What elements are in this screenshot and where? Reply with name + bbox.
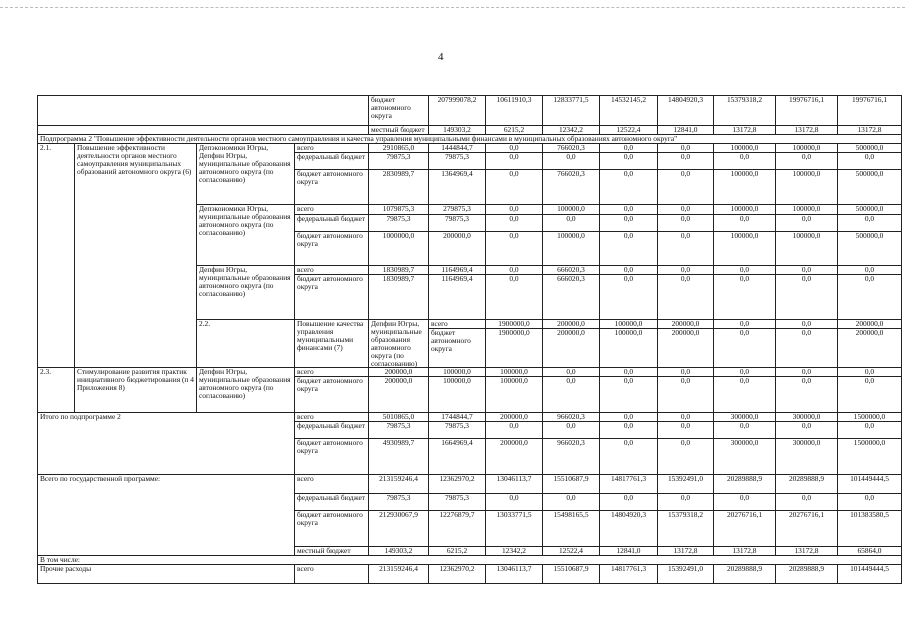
amount-cell: 0,0: [486, 170, 543, 205]
amount-cell: 207999078,2: [429, 96, 486, 126]
table-row: [38, 126, 902, 135]
amount-cell: 0,0: [714, 320, 776, 329]
amount-cell: 100000,0: [429, 377, 486, 413]
amount-cell: 14817761,3: [600, 565, 658, 584]
amount-cell: 79875,3: [429, 215, 486, 232]
amount-cell: 100000,0: [714, 144, 776, 153]
amount-cell: 0,0: [658, 205, 714, 215]
row-name-cell: Повышение эффективности деятельности органов местного самоуправления муниципальных образований автономного округа (6): [75, 144, 197, 368]
amount-cell: 0,0: [658, 153, 714, 170]
amount-cell: 20276716,1: [714, 511, 776, 547]
amount-cell: 0,0: [776, 377, 838, 413]
amount-cell: 100000,0: [776, 232, 838, 266]
amount-cell: 4930989,7: [369, 439, 429, 475]
amount-cell: 0,0: [776, 320, 838, 329]
amount-cell: 12342,2: [486, 547, 543, 556]
table-row: [38, 135, 902, 144]
funding-source-cell: бюджет автономного округа: [369, 96, 429, 126]
funding-source-cell: бюджет автономного округа: [295, 170, 369, 205]
funding-source-cell: всего: [295, 266, 369, 275]
amount-cell: 766020,3: [543, 170, 600, 205]
amount-cell: 149303,2: [429, 126, 486, 135]
amount-cell: 12362970,2: [429, 565, 486, 584]
amount-cell: 0,0: [714, 266, 776, 275]
table-row: [38, 413, 902, 422]
amount-cell: 100000,0: [486, 377, 543, 413]
amount-cell: 213159246,4: [369, 475, 429, 494]
amount-cell: 0,0: [838, 422, 902, 439]
amount-cell: 5010865,0: [369, 413, 429, 422]
amount-cell: 666020,3: [543, 266, 600, 275]
amount-cell: 200000,0: [429, 232, 486, 266]
amount-cell: 0,0: [486, 266, 543, 275]
amount-cell: 12833771,5: [543, 96, 600, 126]
amount-cell: 15392491,0: [658, 565, 714, 584]
row-exec-cell: Депфин Югры, муниципальные образования автономного округа (по согласованию): [197, 368, 295, 413]
amount-cell: 1000000,0: [369, 232, 429, 266]
amount-cell: 100000,0: [600, 320, 658, 329]
row-exec-cell: Депэкономики Югры, Депфин Югры, муниципальные образования автономного округа (по согласованию): [197, 144, 295, 205]
amount-cell: 0,0: [658, 494, 714, 511]
amount-cell: 15498165,5: [543, 511, 600, 547]
amount-cell: 300000,0: [776, 413, 838, 422]
amount-cell: 966020,3: [543, 439, 600, 475]
amount-cell: 0,0: [776, 275, 838, 320]
amount-cell: 13172,8: [658, 547, 714, 556]
amount-cell: 20289888,9: [776, 565, 838, 584]
amount-cell: 2910865,0: [369, 144, 429, 153]
row-name-cell: Стимулирование развития практик инициативного бюджетирования (п 4 Приложения 8): [75, 368, 197, 413]
amount-cell: 20289888,9: [714, 475, 776, 494]
amount-cell: 0,0: [776, 494, 838, 511]
amount-cell: 0,0: [714, 368, 776, 377]
amount-cell: 0,0: [543, 368, 600, 377]
amount-cell: 500000,0: [838, 205, 902, 215]
page-number: 4: [438, 51, 444, 63]
amount-cell: 0,0: [658, 275, 714, 320]
amount-cell: 0,0: [543, 215, 600, 232]
amount-cell: 200000,0: [369, 377, 429, 413]
amount-cell: 12276879,7: [429, 511, 486, 547]
row-name-cell: Повышение качества управления муниципальными финансами (7): [295, 320, 369, 368]
funding-source-cell: всего: [295, 144, 369, 153]
amount-cell: 200000,0: [838, 320, 902, 329]
amount-cell: 15510687,9: [543, 475, 600, 494]
amount-cell: 1079875,3: [369, 205, 429, 215]
amount-cell: 500000,0: [838, 144, 902, 153]
amount-cell: 0,0: [838, 275, 902, 320]
funding-source-cell: местный бюджет: [369, 126, 429, 135]
amount-cell: 0,0: [658, 377, 714, 413]
amount-cell: 0,0: [714, 494, 776, 511]
amount-cell: 0,0: [658, 439, 714, 475]
amount-cell: 20276716,1: [776, 511, 838, 547]
amount-cell: 500000,0: [838, 232, 902, 266]
amount-cell: 101383580,5: [838, 511, 902, 547]
amount-cell: 0,0: [714, 422, 776, 439]
amount-cell: 13172,8: [714, 126, 776, 135]
funding-source-cell: всего: [295, 565, 369, 584]
blank-cell: [38, 96, 369, 126]
amount-cell: 100000,0: [776, 144, 838, 153]
table-row: [38, 96, 902, 126]
amount-cell: 13033771,5: [486, 511, 543, 547]
amount-cell: 100000,0: [714, 170, 776, 205]
amount-cell: 14804920,3: [600, 511, 658, 547]
amount-cell: 6215,2: [486, 126, 543, 135]
funding-source-cell: всего: [295, 475, 369, 494]
row-num-cell: 2.2.: [197, 320, 295, 368]
amount-cell: 0,0: [776, 153, 838, 170]
amount-cell: 0,0: [600, 368, 658, 377]
amount-cell: 0,0: [658, 413, 714, 422]
amount-cell: 0,0: [714, 329, 776, 368]
amount-cell: 200000,0: [486, 439, 543, 475]
funding-source-cell: бюджет автономного округа: [295, 232, 369, 266]
funding-source-cell: всего: [295, 413, 369, 422]
amount-cell: 20289888,9: [776, 475, 838, 494]
amount-cell: 1164969,4: [429, 266, 486, 275]
amount-cell: 0,0: [658, 368, 714, 377]
amount-cell: 300000,0: [714, 413, 776, 422]
amount-cell: 0,0: [600, 377, 658, 413]
amount-cell: 65864,0: [838, 547, 902, 556]
amount-cell: 1664969,4: [429, 439, 486, 475]
amount-cell: 13046113,7: [486, 565, 543, 584]
amount-cell: 1744844,7: [429, 413, 486, 422]
amount-cell: 0,0: [600, 144, 658, 153]
row-exec-cell: Депфин Югры, муниципальные образования автономного округа (по согласованию): [369, 320, 429, 368]
amount-cell: 0,0: [776, 329, 838, 368]
amount-cell: 0,0: [600, 413, 658, 422]
funding-source-cell: всего: [429, 320, 486, 329]
funding-source-cell: бюджет автономного округа: [295, 511, 369, 547]
amount-cell: 0,0: [600, 266, 658, 275]
amount-cell: 13046113,7: [486, 475, 543, 494]
amount-cell: 200000,0: [369, 368, 429, 377]
amount-cell: 213159246,4: [369, 565, 429, 584]
amount-cell: 0,0: [600, 494, 658, 511]
amount-cell: 1900000,0: [486, 320, 543, 329]
amount-cell: 0,0: [600, 215, 658, 232]
row-exec-cell: Депфин Югры, муниципальные образования автономного округа (по согласованию): [197, 266, 295, 320]
amount-cell: 0,0: [486, 144, 543, 153]
amount-cell: 12841,0: [658, 126, 714, 135]
amount-cell: 6215,2: [429, 547, 486, 556]
amount-cell: 100000,0: [714, 205, 776, 215]
amount-cell: 0,0: [838, 215, 902, 232]
amount-cell: 0,0: [776, 422, 838, 439]
amount-cell: 0,0: [543, 494, 600, 511]
amount-cell: 1164969,4: [429, 275, 486, 320]
amount-cell: 100000,0: [543, 205, 600, 215]
funding-source-cell: местный бюджет: [295, 547, 369, 556]
amount-cell: 100000,0: [776, 170, 838, 205]
amount-cell: 0,0: [543, 377, 600, 413]
amount-cell: 0,0: [776, 368, 838, 377]
amount-cell: 13172,8: [776, 126, 838, 135]
amount-cell: 0,0: [838, 266, 902, 275]
amount-cell: 766020,3: [543, 144, 600, 153]
funding-source-cell: федеральный бюджет: [295, 494, 369, 511]
row-num-cell: 2.3.: [38, 368, 75, 413]
table-row: [38, 565, 902, 584]
row-num-cell: 2.1.: [38, 144, 75, 368]
blank-cell: [38, 126, 369, 135]
program-funding-table: [37, 95, 902, 584]
amount-cell: 0,0: [658, 422, 714, 439]
amount-cell: 20289888,9: [714, 565, 776, 584]
amount-cell: 100000,0: [486, 368, 543, 377]
amount-cell: 0,0: [658, 215, 714, 232]
amount-cell: 2830989,7: [369, 170, 429, 205]
amount-cell: 10611910,3: [486, 96, 543, 126]
amount-cell: 79875,3: [369, 153, 429, 170]
funding-source-cell: бюджет автономного округа: [295, 439, 369, 475]
amount-cell: 79875,3: [369, 494, 429, 511]
amount-cell: 0,0: [714, 377, 776, 413]
amount-cell: 1444844,7: [429, 144, 486, 153]
amount-cell: 13172,8: [714, 547, 776, 556]
funding-source-cell: всего: [295, 368, 369, 377]
amount-cell: 0,0: [486, 215, 543, 232]
amount-cell: 100000,0: [543, 232, 600, 266]
table-row: [38, 144, 902, 153]
row-label-cell: Итого по подпрограмме 2: [38, 413, 295, 475]
amount-cell: 100000,0: [714, 232, 776, 266]
funding-source-cell: федеральный бюджет: [295, 215, 369, 232]
amount-cell: 200000,0: [658, 329, 714, 368]
amount-cell: 14804920,3: [658, 96, 714, 126]
amount-cell: 279875,3: [429, 205, 486, 215]
table-row: [38, 368, 902, 377]
amount-cell: 15510687,9: [543, 565, 600, 584]
amount-cell: 13172,8: [838, 126, 902, 135]
funding-source-cell: федеральный бюджет: [295, 422, 369, 439]
amount-cell: 0,0: [838, 494, 902, 511]
amount-cell: 101449444,5: [838, 565, 902, 584]
amount-cell: 0,0: [486, 422, 543, 439]
amount-cell: 0,0: [543, 153, 600, 170]
amount-cell: 12342,2: [543, 126, 600, 135]
amount-cell: 0,0: [600, 205, 658, 215]
amount-cell: 0,0: [838, 368, 902, 377]
funding-source-cell: бюджет автономного округа: [429, 329, 486, 368]
amount-cell: 100000,0: [776, 205, 838, 215]
amount-cell: 666020,3: [543, 275, 600, 320]
amount-cell: 1830989,7: [369, 266, 429, 275]
amount-cell: 300000,0: [776, 439, 838, 475]
amount-cell: 100000,0: [429, 368, 486, 377]
table-row: [38, 475, 902, 494]
amount-cell: 101449444,5: [838, 475, 902, 494]
amount-cell: 149303,2: [369, 547, 429, 556]
amount-cell: 200000,0: [486, 413, 543, 422]
subprogram-2-header: Подпрограмма 2 "Повышение эффективности деятельности органов местного самоуправления и качества управления муниципальными финансами в муниципальных образованиях автономного округа": [38, 135, 902, 144]
amount-cell: 0,0: [714, 153, 776, 170]
amount-cell: 79875,3: [429, 494, 486, 511]
funding-source-cell: всего: [295, 205, 369, 215]
row-label-cell: Всего по государственной программе:: [38, 475, 295, 556]
amount-cell: 19976716,1: [776, 96, 838, 126]
amount-cell: 79875,3: [429, 153, 486, 170]
amount-cell: 0,0: [486, 153, 543, 170]
amount-cell: 0,0: [600, 153, 658, 170]
amount-cell: 1364969,4: [429, 170, 486, 205]
row-exec-cell: Депэкономики Югры, муниципальные образования автономного округа (по согласованию): [197, 205, 295, 266]
amount-cell: 0,0: [486, 494, 543, 511]
scan-edge-line: [0, 7, 905, 8]
amount-cell: 14532145,2: [600, 96, 658, 126]
row-label-cell: Прочие расходы: [38, 565, 295, 584]
table-row: [38, 556, 902, 565]
amount-cell: 0,0: [838, 153, 902, 170]
amount-cell: 200000,0: [838, 329, 902, 368]
amount-cell: 0,0: [600, 275, 658, 320]
amount-cell: 0,0: [714, 275, 776, 320]
amount-cell: 0,0: [486, 232, 543, 266]
amount-cell: 13172,8: [776, 547, 838, 556]
amount-cell: 12841,0: [600, 547, 658, 556]
amount-cell: 1830989,7: [369, 275, 429, 320]
amount-cell: 0,0: [658, 232, 714, 266]
amount-cell: 966020,3: [543, 413, 600, 422]
amount-cell: 0,0: [658, 170, 714, 205]
amount-cell: 0,0: [486, 275, 543, 320]
amount-cell: 19976716,1: [838, 96, 902, 126]
amount-cell: 0,0: [714, 215, 776, 232]
amount-cell: 0,0: [776, 266, 838, 275]
amount-cell: 0,0: [543, 422, 600, 439]
amount-cell: 1500000,0: [838, 413, 902, 422]
amount-cell: 0,0: [838, 377, 902, 413]
amount-cell: 0,0: [600, 232, 658, 266]
amount-cell: 0,0: [658, 266, 714, 275]
amount-cell: 15379318,2: [658, 511, 714, 547]
amount-cell: 12362970,2: [429, 475, 486, 494]
row-label-cell: В том числе:: [38, 556, 902, 565]
amount-cell: 14817761,3: [600, 475, 658, 494]
funding-source-cell: федеральный бюджет: [295, 153, 369, 170]
amount-cell: 200000,0: [543, 329, 600, 368]
amount-cell: 15379318,2: [714, 96, 776, 126]
amount-cell: 0,0: [600, 422, 658, 439]
amount-cell: 0,0: [600, 170, 658, 205]
amount-cell: 79875,3: [429, 422, 486, 439]
amount-cell: 200000,0: [658, 320, 714, 329]
amount-cell: 15392491,0: [658, 475, 714, 494]
amount-cell: 0,0: [486, 205, 543, 215]
amount-cell: 0,0: [658, 144, 714, 153]
funding-source-cell: бюджет автономного округа: [295, 275, 369, 320]
funding-source-cell: бюджет автономного округа: [295, 377, 369, 413]
amount-cell: 0,0: [600, 439, 658, 475]
amount-cell: 500000,0: [838, 170, 902, 205]
amount-cell: 12522,4: [600, 126, 658, 135]
amount-cell: 12522,4: [543, 547, 600, 556]
amount-cell: 79875,3: [369, 422, 429, 439]
amount-cell: 79875,3: [369, 215, 429, 232]
amount-cell: 200000,0: [543, 320, 600, 329]
amount-cell: 100000,0: [600, 329, 658, 368]
amount-cell: 1900000,0: [486, 329, 543, 368]
amount-cell: 212930067,9: [369, 511, 429, 547]
amount-cell: 0,0: [776, 215, 838, 232]
amount-cell: 1500000,0: [838, 439, 902, 475]
amount-cell: 300000,0: [714, 439, 776, 475]
